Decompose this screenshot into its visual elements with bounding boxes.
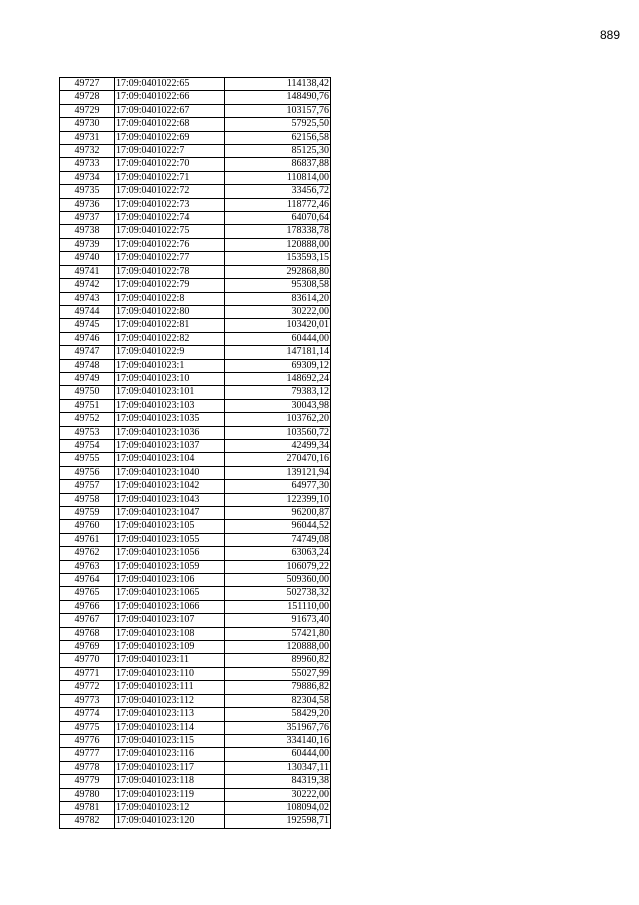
row-number: 49732 — [60, 145, 115, 158]
row-number: 49757 — [60, 480, 115, 493]
cadastral-number: 17:09:0401023:1047 — [115, 507, 225, 520]
cadastral-number: 17:09:0401023:11 — [115, 654, 225, 667]
row-number: 49781 — [60, 801, 115, 814]
cadastral-number: 17:09:0401023:110 — [115, 667, 225, 680]
cadastral-number: 17:09:0401022:9 — [115, 346, 225, 359]
cadastral-value: 148490,76 — [225, 91, 331, 104]
row-number: 49756 — [60, 466, 115, 479]
cadastral-value: 79383,12 — [225, 386, 331, 399]
row-number: 49752 — [60, 413, 115, 426]
table-row — [60, 547, 331, 560]
cadastral-value: 147181,14 — [225, 346, 331, 359]
cadastral-value: 42499,34 — [225, 439, 331, 452]
cadastral-number: 17:09:0401023:107 — [115, 614, 225, 627]
table-row — [60, 131, 331, 144]
row-number: 49773 — [60, 694, 115, 707]
cadastral-number: 17:09:0401023:10 — [115, 372, 225, 385]
row-number: 49753 — [60, 426, 115, 439]
cadastral-number: 17:09:0401023:1040 — [115, 466, 225, 479]
table-row — [60, 775, 331, 788]
table-row — [60, 574, 331, 587]
row-number: 49779 — [60, 775, 115, 788]
cadastral-number: 17:09:0401023:114 — [115, 721, 225, 734]
row-number: 49767 — [60, 614, 115, 627]
cadastral-number: 17:09:0401022:71 — [115, 171, 225, 184]
cadastral-number: 17:09:0401022:74 — [115, 212, 225, 225]
row-number: 49782 — [60, 815, 115, 828]
cadastral-value: 120888,00 — [225, 641, 331, 654]
row-number: 49748 — [60, 359, 115, 372]
cadastral-value: 351967,76 — [225, 721, 331, 734]
cadastral-number: 17:09:0401022:66 — [115, 91, 225, 104]
cadastral-value: 292868,80 — [225, 265, 331, 278]
cadastral-value: 30043,98 — [225, 399, 331, 412]
cadastral-number: 17:09:0401023:12 — [115, 801, 225, 814]
cadastral-value: 60444,00 — [225, 748, 331, 761]
row-number: 49727 — [60, 78, 115, 91]
table-row — [60, 708, 331, 721]
cadastral-value: 57925,50 — [225, 118, 331, 131]
cadastral-number: 17:09:0401023:105 — [115, 520, 225, 533]
cadastral-number: 17:09:0401022:78 — [115, 265, 225, 278]
row-number: 49765 — [60, 587, 115, 600]
cadastral-value: 114138,42 — [225, 78, 331, 91]
row-number: 49743 — [60, 292, 115, 305]
cadastral-value: 85125,30 — [225, 145, 331, 158]
cadastral-number: 17:09:0401023:1 — [115, 359, 225, 372]
table-row — [60, 801, 331, 814]
table-row — [60, 466, 331, 479]
table-row — [60, 600, 331, 613]
cadastral-value: 64977,30 — [225, 480, 331, 493]
table-row — [60, 641, 331, 654]
cadastral-number: 17:09:0401022:69 — [115, 131, 225, 144]
cadastral-number: 17:09:0401023:118 — [115, 775, 225, 788]
row-number: 49734 — [60, 171, 115, 184]
cadastral-value: 62156,58 — [225, 131, 331, 144]
cadastral-number: 17:09:0401023:108 — [115, 627, 225, 640]
cadastral-number: 17:09:0401022:82 — [115, 332, 225, 345]
table-row — [60, 748, 331, 761]
cadastral-number: 17:09:0401023:1036 — [115, 426, 225, 439]
cadastral-value: 82304,58 — [225, 694, 331, 707]
cadastral-value: 58429,20 — [225, 708, 331, 721]
cadastral-value: 334140,16 — [225, 734, 331, 747]
cadastral-value: 96200,87 — [225, 507, 331, 520]
cadastral-value: 153593,15 — [225, 252, 331, 265]
row-number: 49730 — [60, 118, 115, 131]
table-row — [60, 158, 331, 171]
cadastral-value: 64070,64 — [225, 212, 331, 225]
cadastral-number: 17:09:0401022:72 — [115, 185, 225, 198]
row-number: 49766 — [60, 600, 115, 613]
cadastral-value: 30222,00 — [225, 305, 331, 318]
table-row — [60, 212, 331, 225]
row-number: 49777 — [60, 748, 115, 761]
table-row — [60, 480, 331, 493]
cadastral-number: 17:09:0401022:76 — [115, 238, 225, 251]
cadastral-value: 69309,12 — [225, 359, 331, 372]
cadastral-value: 103420,01 — [225, 319, 331, 332]
cadastral-number: 17:09:0401023:119 — [115, 788, 225, 801]
table-row — [60, 788, 331, 801]
cadastral-value: 84319,38 — [225, 775, 331, 788]
cadastral-number: 17:09:0401022:73 — [115, 198, 225, 211]
cadastral-number: 17:09:0401023:109 — [115, 641, 225, 654]
table-row — [60, 319, 331, 332]
table-row — [60, 91, 331, 104]
cadastral-number: 17:09:0401023:1043 — [115, 493, 225, 506]
table-row — [60, 520, 331, 533]
cadastral-value: 122399,10 — [225, 493, 331, 506]
row-number: 49763 — [60, 560, 115, 573]
cadastral-number: 17:09:0401023:113 — [115, 708, 225, 721]
table-row — [60, 145, 331, 158]
cadastral-number: 17:09:0401022:81 — [115, 319, 225, 332]
row-number: 49749 — [60, 372, 115, 385]
table-row — [60, 118, 331, 131]
cadastral-value: 270470,16 — [225, 453, 331, 466]
cadastral-value: 63063,24 — [225, 547, 331, 560]
cadastral-value: 103560,72 — [225, 426, 331, 439]
cadastral-value: 120888,00 — [225, 238, 331, 251]
table-row — [60, 507, 331, 520]
row-number: 49728 — [60, 91, 115, 104]
row-number: 49761 — [60, 533, 115, 546]
row-number: 49755 — [60, 453, 115, 466]
cadastral-value-table — [59, 77, 331, 829]
cadastral-number: 17:09:0401022:70 — [115, 158, 225, 171]
cadastral-number: 17:09:0401023:115 — [115, 734, 225, 747]
row-number: 49758 — [60, 493, 115, 506]
cadastral-number: 17:09:0401022:80 — [115, 305, 225, 318]
cadastral-value: 106079,22 — [225, 560, 331, 573]
table-row — [60, 359, 331, 372]
row-number: 49774 — [60, 708, 115, 721]
table-row — [60, 681, 331, 694]
row-number: 49750 — [60, 386, 115, 399]
cadastral-number: 17:09:0401023:106 — [115, 574, 225, 587]
cadastral-value: 108094,02 — [225, 801, 331, 814]
table-row — [60, 372, 331, 385]
cadastral-number: 17:09:0401023:1059 — [115, 560, 225, 573]
cadastral-number: 17:09:0401022:65 — [115, 78, 225, 91]
cadastral-number: 17:09:0401023:1056 — [115, 547, 225, 560]
table-row — [60, 453, 331, 466]
cadastral-value: 130347,11 — [225, 761, 331, 774]
row-number: 49740 — [60, 252, 115, 265]
table-row — [60, 533, 331, 546]
row-number: 49742 — [60, 279, 115, 292]
cadastral-number: 17:09:0401023:112 — [115, 694, 225, 707]
row-number: 49747 — [60, 346, 115, 359]
page-number: 889 — [599, 28, 620, 42]
row-number: 49735 — [60, 185, 115, 198]
cadastral-value: 96044,52 — [225, 520, 331, 533]
table-row — [60, 225, 331, 238]
cadastral-number: 17:09:0401022:75 — [115, 225, 225, 238]
table-row — [60, 587, 331, 600]
row-number: 49768 — [60, 627, 115, 640]
table-row — [60, 493, 331, 506]
row-number: 49741 — [60, 265, 115, 278]
row-number: 49770 — [60, 654, 115, 667]
row-number: 49754 — [60, 439, 115, 452]
row-number: 49776 — [60, 734, 115, 747]
table-row — [60, 279, 331, 292]
row-number: 49745 — [60, 319, 115, 332]
row-number: 49769 — [60, 641, 115, 654]
cadastral-number: 17:09:0401023:117 — [115, 761, 225, 774]
table-body — [60, 78, 331, 829]
cadastral-number: 17:09:0401023:1055 — [115, 533, 225, 546]
row-number: 49772 — [60, 681, 115, 694]
cadastral-value: 178338,78 — [225, 225, 331, 238]
cadastral-value: 151110,00 — [225, 600, 331, 613]
row-number: 49738 — [60, 225, 115, 238]
row-number: 49736 — [60, 198, 115, 211]
cadastral-value: 148692,24 — [225, 372, 331, 385]
table-row — [60, 185, 331, 198]
cadastral-number: 17:09:0401022:68 — [115, 118, 225, 131]
cadastral-number: 17:09:0401023:1037 — [115, 439, 225, 452]
cadastral-value: 502738,32 — [225, 587, 331, 600]
table-row — [60, 332, 331, 345]
table-row — [60, 252, 331, 265]
cadastral-value: 509360,00 — [225, 574, 331, 587]
table-row — [60, 292, 331, 305]
row-number: 49746 — [60, 332, 115, 345]
row-number: 49762 — [60, 547, 115, 560]
cadastral-value: 57421,80 — [225, 627, 331, 640]
cadastral-number: 17:09:0401023:1066 — [115, 600, 225, 613]
cadastral-value: 91673,40 — [225, 614, 331, 627]
cadastral-number: 17:09:0401023:120 — [115, 815, 225, 828]
cadastral-value: 30222,00 — [225, 788, 331, 801]
table-row — [60, 734, 331, 747]
row-number: 49764 — [60, 574, 115, 587]
row-number: 49744 — [60, 305, 115, 318]
table-row — [60, 265, 331, 278]
cadastral-value: 83614,20 — [225, 292, 331, 305]
row-number: 49775 — [60, 721, 115, 734]
table-row — [60, 171, 331, 184]
table-row — [60, 694, 331, 707]
row-number: 49737 — [60, 212, 115, 225]
table-row — [60, 654, 331, 667]
cadastral-value: 86837,88 — [225, 158, 331, 171]
cadastral-number: 17:09:0401022:79 — [115, 279, 225, 292]
table-row — [60, 627, 331, 640]
table-row — [60, 721, 331, 734]
cadastral-number: 17:09:0401023:1042 — [115, 480, 225, 493]
row-number: 49760 — [60, 520, 115, 533]
table-row — [60, 238, 331, 251]
cadastral-value: 79886,82 — [225, 681, 331, 694]
table-row — [60, 78, 331, 91]
row-number: 49739 — [60, 238, 115, 251]
row-number: 49733 — [60, 158, 115, 171]
cadastral-value: 118772,46 — [225, 198, 331, 211]
table-row — [60, 399, 331, 412]
cadastral-value: 74749,08 — [225, 533, 331, 546]
cadastral-number: 17:09:0401022:67 — [115, 104, 225, 117]
table-row — [60, 667, 331, 680]
cadastral-value: 103762,20 — [225, 413, 331, 426]
cadastral-value: 89960,82 — [225, 654, 331, 667]
cadastral-value: 192598,71 — [225, 815, 331, 828]
cadastral-number: 17:09:0401022:8 — [115, 292, 225, 305]
table-row — [60, 413, 331, 426]
cadastral-number: 17:09:0401023:104 — [115, 453, 225, 466]
table-row — [60, 614, 331, 627]
cadastral-number: 17:09:0401022:77 — [115, 252, 225, 265]
table-row — [60, 815, 331, 828]
row-number: 49780 — [60, 788, 115, 801]
cadastral-number: 17:09:0401023:1035 — [115, 413, 225, 426]
cadastral-number: 17:09:0401023:1065 — [115, 587, 225, 600]
cadastral-value: 103157,76 — [225, 104, 331, 117]
cadastral-value: 95308,58 — [225, 279, 331, 292]
cadastral-value: 60444,00 — [225, 332, 331, 345]
table-row — [60, 426, 331, 439]
cadastral-value: 55027,99 — [225, 667, 331, 680]
table-row — [60, 761, 331, 774]
table-row — [60, 346, 331, 359]
row-number: 49731 — [60, 131, 115, 144]
cadastral-number: 17:09:0401023:111 — [115, 681, 225, 694]
cadastral-value: 110814,00 — [225, 171, 331, 184]
cadastral-value: 33456,72 — [225, 185, 331, 198]
table-row — [60, 439, 331, 452]
cadastral-value: 139121,94 — [225, 466, 331, 479]
table-row — [60, 560, 331, 573]
row-number: 49778 — [60, 761, 115, 774]
row-number: 49771 — [60, 667, 115, 680]
table-row — [60, 198, 331, 211]
row-number: 49751 — [60, 399, 115, 412]
cadastral-number: 17:09:0401022:7 — [115, 145, 225, 158]
cadastral-number: 17:09:0401023:101 — [115, 386, 225, 399]
cadastral-number: 17:09:0401023:116 — [115, 748, 225, 761]
row-number: 49759 — [60, 507, 115, 520]
row-number: 49729 — [60, 104, 115, 117]
table-row — [60, 305, 331, 318]
table-row — [60, 104, 331, 117]
cadastral-number: 17:09:0401023:103 — [115, 399, 225, 412]
table-row — [60, 386, 331, 399]
